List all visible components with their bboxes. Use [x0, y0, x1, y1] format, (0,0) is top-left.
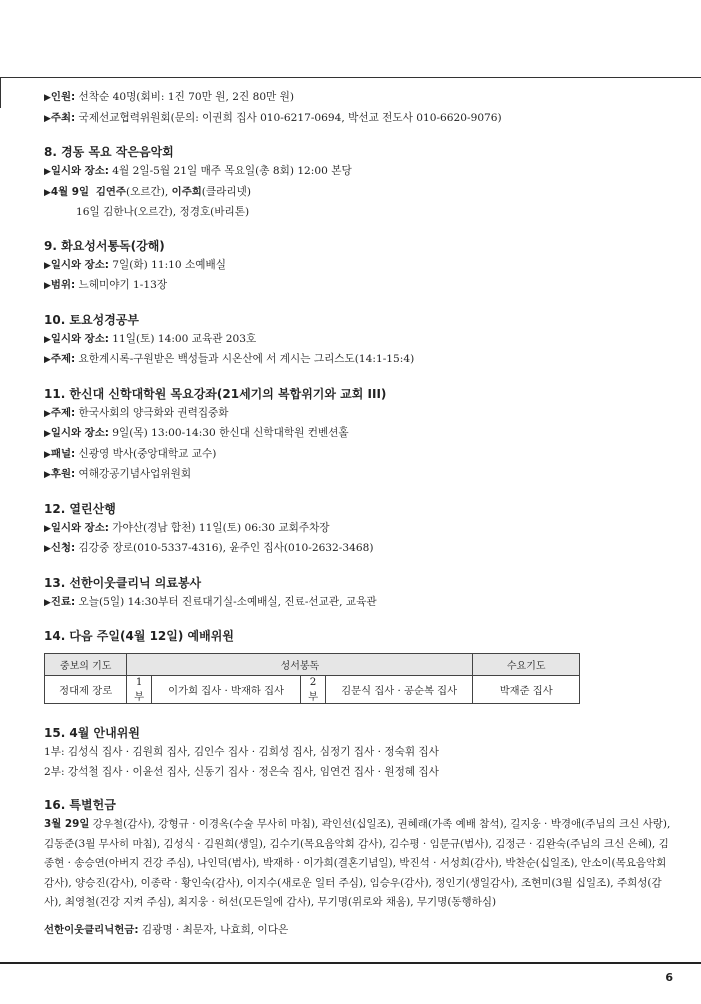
info-line: ▶인원: 선착순 40명(회비: 1진 70만 원, 2진 80만 원)	[44, 91, 295, 103]
arrow-icon: ▶	[44, 470, 51, 480]
section-title: 15. 4월 안내위원	[44, 726, 140, 740]
arrow-icon: ▶	[44, 429, 51, 439]
table-row	[45, 676, 580, 704]
worship-roster-table	[44, 653, 580, 704]
section-title: 10. 토요성경공부	[44, 312, 139, 327]
arrow-icon: ▶	[44, 113, 51, 124]
section-title: 14. 다음 주일(4월 12일) 예배위원	[44, 629, 234, 643]
arrow-icon: ▶	[44, 523, 51, 534]
info-line: ▶주제: 한국사회의 양극화와 권력집중화	[44, 406, 229, 419]
offering-list: 3월 29일 강우철(감사), 강형규 · 이경옥(수술 무사히 마침), 곽인선(십일조), 권혜래(가족 예배 참석), 길지웅 · 박경애(주님의 크신 사랑), 김동준(3월 무사히 마침), 김성식 · 김원희(생일), 김수기(목요음악회 감사), 김수평 · 임문규(범사), 김정근 · 김완숙(주님의 크신 은혜), 김종현 · 송승연(아버지 건강 주심), 나인덕(범사), 박재하 · 이가희(결혼기념일), 박진석 · 서성희(감사), 박찬순(십일조), 안소이(목요음악회 감사), 양승진(감사), 이종락 · 황인숙(감사), 이지수(새로운 일터 주심), 임승우(감사), 정인기(생일감사), 조현미(3월 십일조), 주희성(감사), 최영철(건강 지켜 주심), 최지웅 · 허선(모든일에 감사), 무기명(위로와 채움), 무기명(동행하심)	[44, 818, 671, 909]
header-tick	[0, 78, 1, 108]
arrow-icon: ▶	[44, 544, 51, 554]
table-cell: 박재준 집사	[473, 676, 580, 704]
info-line: ▶진료: 오늘(5일) 14:30부터 진료대기실-소예배실, 진료-선교관, 교육관	[44, 595, 377, 608]
section-title: 11. 한신대 신학대학원 목요강좌(21세기의 복합위기와 교회 III)	[44, 386, 387, 401]
info-line: 16일 김한나(오르간), 정경호(바리톤)	[76, 206, 250, 218]
section-title: 9. 화요성서통독(강해)	[44, 238, 165, 253]
info-line: ▶범위: 느헤미야기 1-13장	[44, 279, 168, 291]
info-line: 2부: 강석철 집사 · 이윤선 집사, 신동기 집사 · 정은숙 집사, 임연건 집사 · 원정혜 집사	[44, 765, 439, 778]
table-cell: 1부	[127, 676, 152, 704]
arrow-icon: ▶	[44, 355, 51, 365]
section-title: 8. 경동 목요 작은음악회	[44, 145, 174, 159]
header-cell: 수요기도	[473, 654, 580, 676]
info-line: ▶일시와 장소: 가야산(경남 합천) 11일(토) 06:30 교회주차장	[44, 521, 330, 534]
arrow-icon: ▶	[44, 597, 51, 608]
arrow-icon: ▶	[44, 167, 51, 177]
info-line: ▶일시와 장소: 4월 2일-5월 21일 매주 목요일(총 8회) 12:00 본당	[44, 165, 352, 177]
table-cell: 김문식 집사 · 공순복 집사	[325, 676, 473, 704]
table-cell: 2부	[301, 676, 326, 704]
info-line: ▶일시와 장소: 9일(목) 13:00-14:30 한신대 신학대학원 컨벤션홀	[44, 427, 349, 439]
header-rule	[0, 77, 701, 78]
info-line: ▶4월 9일 김연주(오르간), 이주희(클라리넷)	[44, 185, 251, 198]
arrow-icon: ▶	[44, 187, 51, 198]
info-line: 1부: 김성식 집사 · 김원희 집사, 김인수 집사 · 김희성 집사, 심정기 집사 · 정숙휘 집사	[44, 746, 439, 758]
header-cell: 성서봉독	[127, 654, 473, 676]
page-number: 6	[665, 971, 673, 984]
info-line: ▶일시와 장소: 7일(화) 11:10 소예배실	[44, 258, 226, 271]
table-cell: 정대제 장로	[45, 676, 127, 704]
table-cell: 이가희 집사 · 박재하 집사	[151, 676, 300, 704]
header-cell: 중보의 기도	[45, 654, 127, 676]
info-line: 선한이웃클리닉헌금: 김광명 · 최문자, 나효희, 이다은	[44, 923, 289, 936]
info-line: ▶후원: 여해강공기념사업위원회	[44, 468, 192, 480]
arrow-icon: ▶	[44, 334, 51, 345]
info-line: ▶주최: 국제선교협력위원회(문의: 이권희 집사 010-6217-0694, 박선교 전도사 010-6620-9076)	[44, 111, 502, 124]
arrow-icon: ▶	[44, 260, 51, 271]
info-line: ▶주제: 요한계시록-구원받은 백성들과 시온산에 서 계시는 그리스도(14:1-15:4)	[44, 353, 415, 365]
arrow-icon: ▶	[44, 93, 51, 103]
info-line: ▶신청: 김강중 장로(010-5337-4316), 윤주인 집사(010-2632-3468)	[44, 542, 374, 554]
arrow-icon: ▶	[44, 281, 51, 291]
section-title: 16. 특별헌금	[44, 798, 116, 812]
table-header-row	[45, 654, 580, 676]
section-title: 12. 열린산행	[44, 501, 116, 516]
info-line: ▶패널: 신광영 박사(중앙대학교 교수)	[44, 447, 217, 460]
info-line: ▶일시와 장소: 11일(토) 14:00 교육관 203호	[44, 332, 257, 345]
section-title: 13. 선한이웃클리닉 의료봉사	[44, 575, 202, 590]
bulletin-content	[44, 88, 674, 940]
arrow-icon: ▶	[44, 408, 51, 419]
footer-rule	[0, 962, 701, 964]
arrow-icon: ▶	[44, 449, 51, 460]
